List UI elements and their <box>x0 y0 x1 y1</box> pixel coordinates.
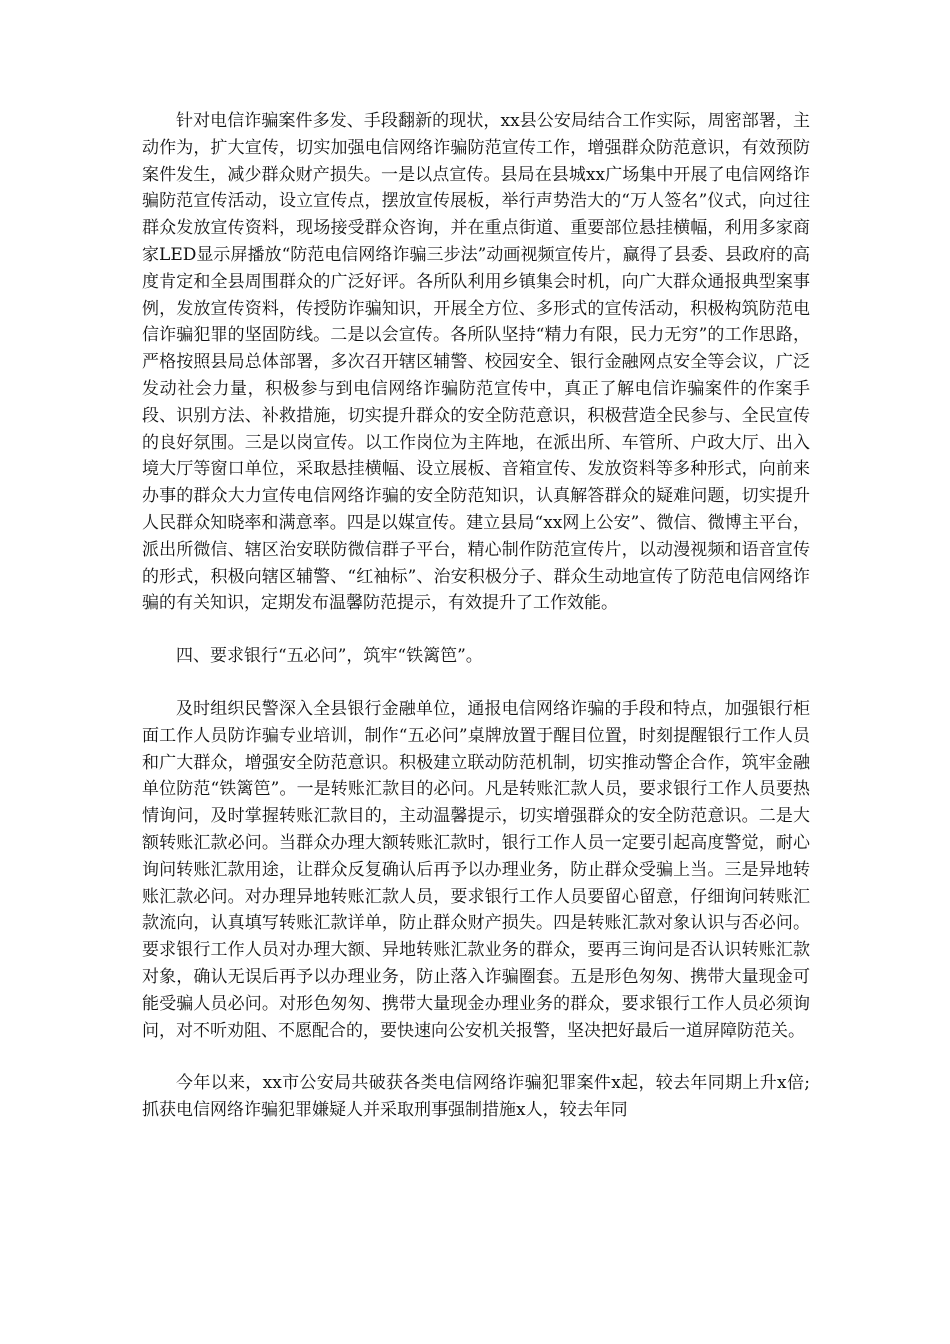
section-heading-bank-five-questions: 四、要求银行“五必问”，筑牢“铁篱笆”。 <box>176 646 483 667</box>
body-paragraph-publicity: 针对电信诈骗案件多发、手段翻新的现状，xx县公安局结合工作实际，周密部署，主动作为，扩大宣传，切实加强电信网络诈骗防范宣传工作，增强群众防范意识，有效预防案件发生，减少群众财产损失。一是以点宣传。县局在县城xx广场集中开展了电信网络诈骗防范宣传活动，设立宣传点，摆放宣传展板，举行声势浩大的“万人签名”仪式，向过往群众发放宣传资料，现场接受群众咨询，并在重点街道、重要部位悬挂横幅，利用多家商家LED显示屏播放“防范电信网络诈骗三步法”动画视频宣传片，赢得了县委、县政府的高度肯定和全县周围群众的广泛好评。各所队利用乡镇集会时机，向广大群众通报典型案事例，发放宣传资料，传授防诈骗知识，开展全方位、多形式的宣传活动，积极构筑防范电信诈骗犯罪的坚固防线。二是以会宣传。各所队坚持“精力有限，民力无穷”的工作思路，严格按照县局总体部署，多次召开辖区辅警、校园安全、银行金融网点安全等会议，广泛发动社会力量，积极参与到电信网络诈骗防范宣传中，真正了解电信诈骗案件的作案手段、识别方法、补救措施，切实提升群众的安全防范意识，积极营造全民参与、全民宣传的良好氛围。三是以岗宣传。以工作岗位为主阵地，在派出所、车管所、户政大厅、出入境大厅等窗口单位，采取悬挂横幅、设立展板、音箱宣传、发放资料等多种形式，向前来办事的群众大力宣传电信网络诈骗的安全防范知识，认真解答群众的疑难问题，切实提升人民群众知晓率和满意率。四是以媒宣传。建立县局“xx网上公安”、微信、微博主平台，派出所微信、辖区治安联防微信群子平台，精心制作防范宣传片，以动漫视频和语音宣传的形式，积极向辖区辅警、“红袖标”、治安积极分子、群众生动地宣传了防范电信网络诈骗的有关知识，定期发布温馨防范提示，有效提升了工作效能。 <box>142 111 810 614</box>
body-paragraph-bank-measures: 及时组织民警深入全县银行金融单位，通报电信网络诈骗的手段和特点，加强银行柜面工作人员防诈骗专业培训，制作“五必问”桌牌放置于醒目位置，时刻提醒银行工作人员和广大群众，增强安全防范意识。积极建立联动防范机制，切实推动警企合作，筑牢金融单位防范“铁篱笆”。一是转账汇款目的必问。凡是转账汇款人员，要求银行工作人员要热情询问，及时掌握转账汇款目的，主动温馨提示，切实增强群众的安全防范意识。二是大额转账汇款必问。当群众办理大额转账汇款时，银行工作人员一定要引起高度警觉，耐心询问转账汇款用途，让群众反复确认后再予以办理业务，防止群众受骗上当。三是异地转账汇款必问。对办理异地转账汇款人员，要求银行工作人员要留心留意，仔细询问转账汇款流向，认真填写转账汇款详单，防止群众财产损失。四是转账汇款对象认识与否必问。要求银行工作人员对办理大额、异地转账汇款业务的群众，要再三询问是否认识转账汇款对象，确认无误后再予以办理业务，防止落入诈骗圈套。五是形色匆匆、携带大量现金可能受骗人员必问。对形色匆匆、携带大量现金办理业务的群众，要求银行工作人员必须询问，对不听劝阻、不愿配合的，要快速向公安机关报警，坚决把好最后一道屏障防范关。 <box>142 698 810 1041</box>
document-page <box>142 108 810 1150</box>
body-paragraph-results: 今年以来，xx市公安局共破获各类电信网络诈骗犯罪案件x起，较去年同期上升x倍;抓获电信网络诈骗犯罪嫌疑人并采取刑事强制措施x人，较去年同 <box>142 1073 810 1121</box>
